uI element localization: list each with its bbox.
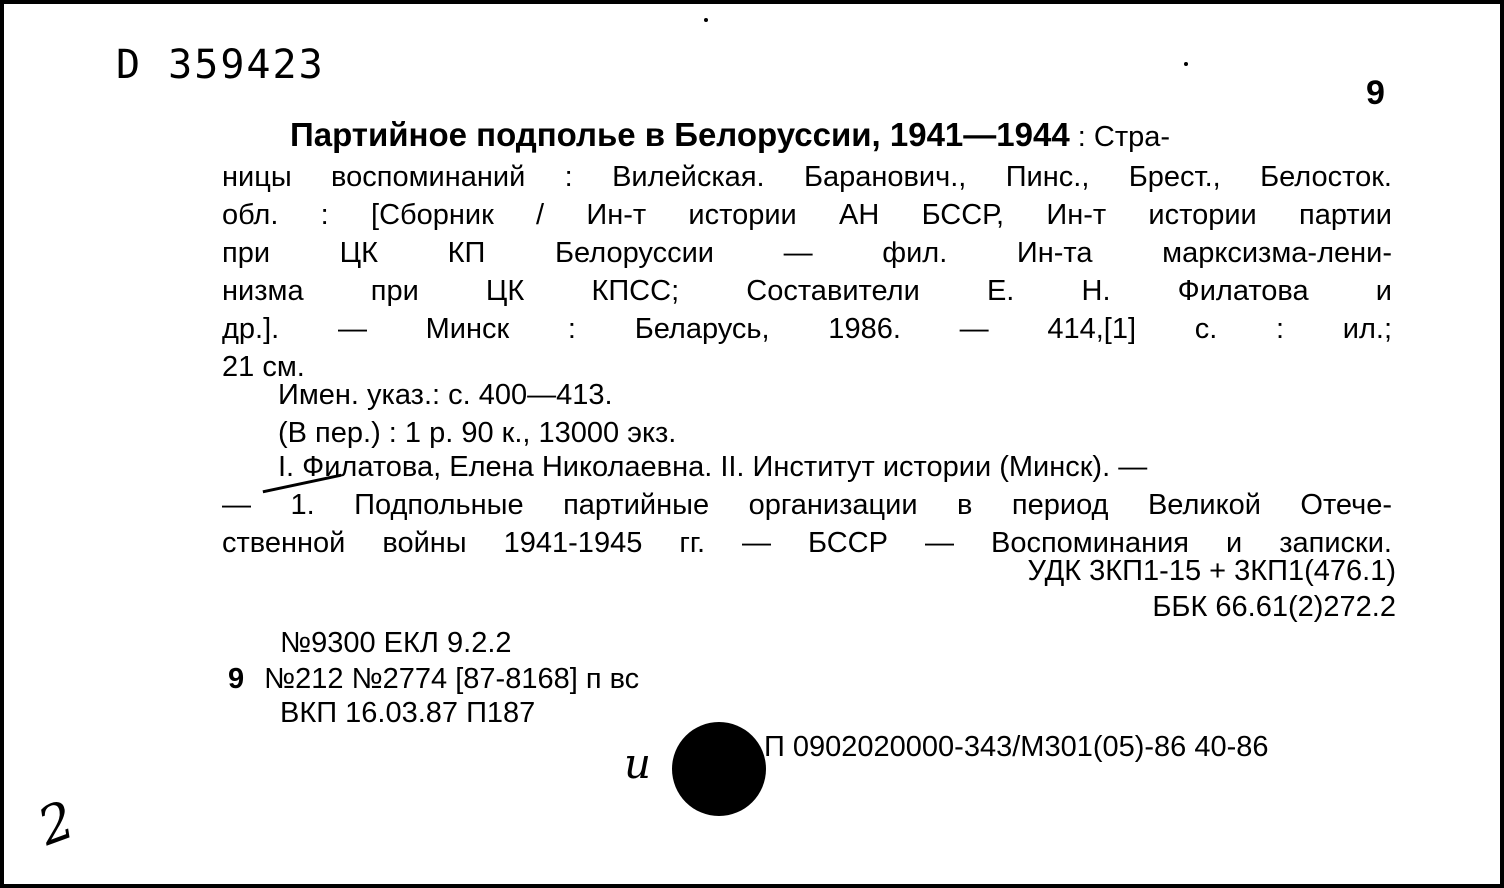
body-line-3: обл. : [Сборник / Ин-т истории АН БССР, Ин-т истории партии: [222, 199, 1392, 231]
speck: [1184, 62, 1188, 66]
corner-handwritten-mark: 2: [30, 790, 83, 858]
body-line-5: низма при ЦК КПСС; Составители Е. Н. Филатова и: [222, 275, 1392, 307]
udk-code: УДК 3КП1-15 + 3КП1(476.1): [1027, 555, 1396, 587]
handwritten-scrawl: и: [624, 739, 652, 788]
price-note: (В пер.) : 1 р. 90 к., 13000 экз.: [278, 417, 677, 449]
book-title: Партийное подполье в Белоруссии, 1941—1944: [290, 116, 1070, 153]
tracing-line-3: ственной войны 1941-1945 гг. — БССР — Воспоминания и записки.: [222, 527, 1392, 559]
body-line-2: ницы воспоминаний : Вилейская. Баранович., Пинс., Брест., Белосток.: [222, 161, 1392, 193]
code-line-2: №212 №2774 [87-8168] п вс: [264, 663, 640, 695]
ink-stamp: [672, 722, 766, 816]
publisher-code: П 0902020000-343/М301(05)-86 40-86: [764, 731, 1269, 763]
body-line-4: при ЦК КП Белоруссии — фил. Ин-та марксизма-лени-: [222, 237, 1392, 269]
body-line-6: др.]. — Минск : Беларусь, 1986. — 414,[1] с. : ил.;: [222, 313, 1392, 345]
title-line: [222, 116, 1392, 156]
tracing-line-1: I. Филатова, Елена Николаевна. II. Институт истории (Минск). —: [278, 451, 1148, 483]
code-line-1: №9300 ЕКЛ 9.2.2: [280, 627, 512, 659]
bbk-code: ББК 66.61(2)272.2: [1152, 591, 1396, 623]
tracing-line-2: — 1. Подпольные партийные организации в период Великой Отече-: [222, 489, 1392, 521]
index-note: Имен. указ.: с. 400—413.: [278, 379, 613, 411]
code-line-2-prefix: 9: [228, 663, 245, 695]
code-line-3: ВКП 16.03.87 П187: [280, 697, 536, 729]
speck: [704, 18, 708, 22]
title-continuation: : Стра-: [1069, 121, 1171, 153]
card-number: 9: [1366, 74, 1385, 112]
body-line-7: 21 см.: [222, 351, 305, 383]
handwritten-call-number: D 359423: [116, 42, 325, 88]
